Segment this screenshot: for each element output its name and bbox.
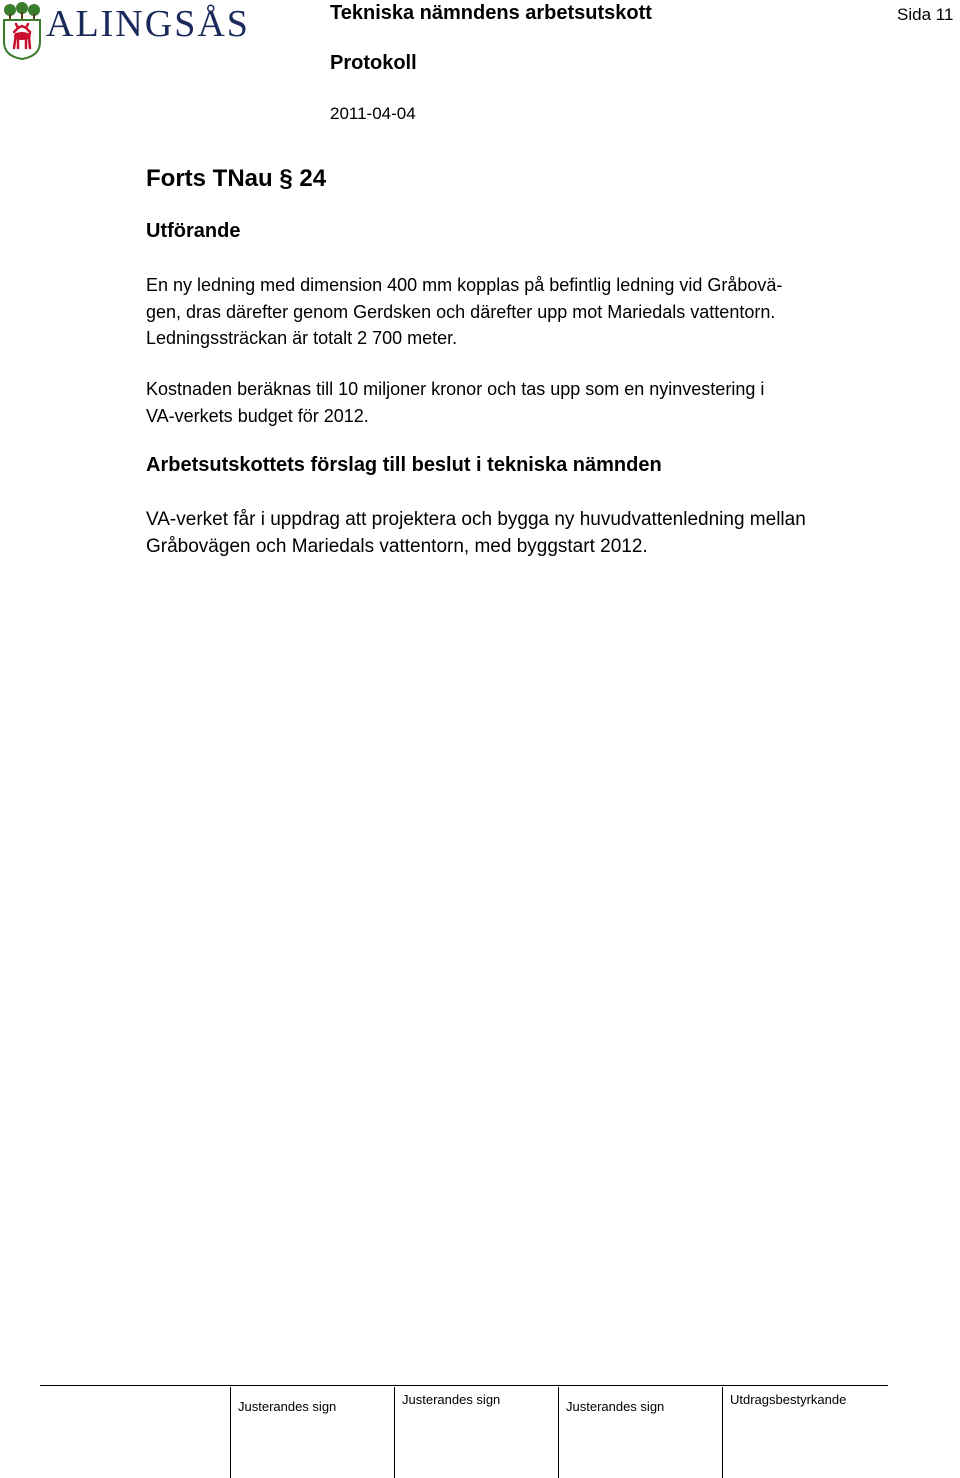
paragraph-line: Ledningssträckan är totalt 2 700 meter. — [146, 328, 458, 348]
document-date: 2011-04-04 — [330, 104, 416, 123]
section-subheading: Utförande — [146, 220, 241, 242]
proposal-heading: Arbetsutskottets förslag till beslut i tekniska nämnden — [146, 454, 662, 476]
page-number: Sida 11 — [897, 5, 954, 24]
signature-field-2: Justerandes sign — [402, 1392, 501, 1407]
signature-field-3: Justerandes sign — [566, 1399, 665, 1414]
section-title: Forts TNau § 24 — [146, 165, 327, 192]
document-type: Protokoll — [330, 52, 417, 74]
footer-divider — [40, 1385, 888, 1386]
paragraph-proposal — [146, 506, 806, 560]
municipality-logo — [0, 2, 260, 64]
signature-footer — [0, 1380, 960, 1478]
signature-field-1: Justerandes sign — [238, 1399, 337, 1414]
extract-certification-field: Utdragsbestyrkande — [730, 1392, 847, 1407]
paragraph-line: gen, dras därefter genom Gerdsken och därefter upp mot Mariedals vattentorn. — [146, 301, 776, 322]
paragraph-line: VA-verkets budget för 2012. — [146, 405, 369, 426]
organization-name: Tekniska nämndens arbetsutskott — [330, 2, 652, 24]
paragraph-line: Kostnaden beräknas till 10 miljoner kronor och tas upp som en nyinvestering i — [146, 379, 765, 399]
footer-column-divider — [230, 1387, 231, 1478]
footer-column-divider — [558, 1387, 559, 1478]
logo-wordmark: ALINGSÅS — [46, 3, 250, 45]
footer-column-divider — [394, 1387, 395, 1478]
paragraph-line: En ny ledning med dimension 400 mm kopplas på befintlig ledning vid Gråbovä- — [146, 275, 783, 295]
paragraph-line: VA-verket får i uppdrag att projektera och bygga ny huvudvattenledning mellan — [146, 509, 806, 530]
coat-of-arms-icon — [2, 2, 42, 60]
paragraph-execution — [146, 272, 782, 352]
paragraph-line: Gråbovägen och Mariedals vattentorn, med byggstart 2012. — [146, 536, 648, 557]
footer-column-divider — [722, 1387, 723, 1478]
paragraph-cost — [146, 376, 764, 429]
